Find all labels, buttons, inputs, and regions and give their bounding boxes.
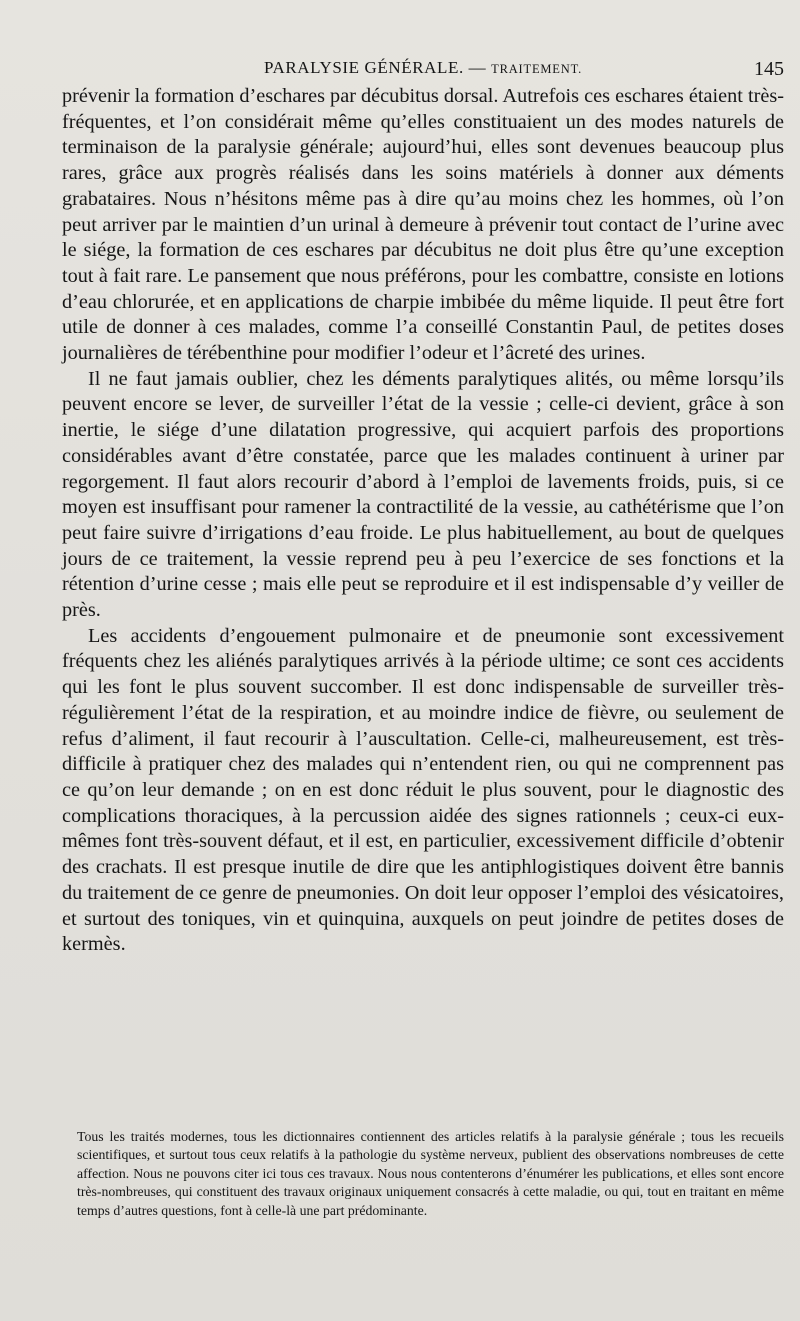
page-number: 145 [754, 58, 784, 80]
running-section: TRAITEMENT. [491, 62, 582, 76]
main-text [62, 84, 784, 958]
running-title [62, 58, 784, 78]
paragraph-pneumonie: Les accidents d’engouement pulmonaire et de pneumonie sont excessivement fréquents chez les aliénés paralytiques arrivés à la période ultime; ce sont ces accidents qui les font le plus souvent succomber. Il est donc indispensable de surveiller très-régulièrement l’état de la respiration, et au moindre indice de fièvre, ou seulement de refus d’aliment, il faut recourir à l’auscultation. Celle-ci, malheureusement, est très-difficile à pratiquer chez des malades qui n’entendent rien, ou qui ne comprennent pas ce qu’on leur demande ; on en est donc réduit le plus souvent, pour le diagnostic des complications thoraciques, à la percussion aidée des signes rationnels ; ceux-ci eux-mêmes font très-souvent défaut, et il est, en particulier, excessivement difficile d’obtenir des crachats. Il est presque inutile de dire que les antiphlogistiques doivent être bannis du traitement de ce genre de pneumonies. On doit leur opposer l’emploi des vésicatoires, et surtout des toniques, vin et quinquina, auxquels on peut joindre de petites doses de kermès. [62, 624, 784, 956]
running-head [62, 58, 784, 84]
running-title-text: PARALYSIE GÉNÉRALE. — [263, 58, 487, 77]
footnote: Tous les traités modernes, tous les dictionnaires contiennent des articles relatifs à la paralysie générale ; tous les recueils scientifiques, et surtout tous ceux relatifs à la pathologie du système nerveux, publient des observations nombreuses de cette affection. Nous ne pouvons citer ici tous ces travaux. Nous nous contenterons d’énumérer les publications, et elles sont encore très-nombreuses, qui constituent des travaux originaux uniquement consacrés à cette maladie, ou qui, tout en traitant en même temps d’autres questions, font à celle-là une part prédominante. [77, 1129, 784, 1218]
paragraph-vessie: Il ne faut jamais oublier, chez les déments paralytiques alités, ou même lorsqu’ils peuvent encore se lever, de surveiller l’état de la vessie ; celle-ci devient, grâce à son inertie, le siége d’une dilatation progressive, qui acquiert parfois des proportions considérables avant d’être constatée, parce que les malades continuent à uriner par regorgement. Il faut alors recourir d’abord à l’emploi de lavements froids, puis, si ce moyen est insuffisant pour ramener la contractilité de la vessie, au cathétérisme que l’on peut faire suivre d’irrigations d’eau froide. Le plus habituellement, au bout de quelques jours de ce traitement, la vessie reprend peu à peu l’exercice de ses fonctions et la rétention d’urine cesse ; mais elle peut se reproduire et il est indispensable d’y veiller de près. [62, 367, 784, 622]
paragraph-eschares: prévenir la formation d’eschares par décubitus dorsal. Autrefois ces eschares étaient très-fréquentes, et l’on considérait même qu’elles constituaient un des modes naturels de terminaison de la paralysie générale; aujourd’hui, elles sont devenues beaucoup plus rares, grâce aux progrès réalisés dans les soins matériels à donner aux déments grabataires. Nous n’hésitons même pas à dire qu’au moins chez les hommes, où l’on peut arriver par le maintien d’un urinal à demeure à prévenir tout contact de l’urine avec le siége, la formation de ces eschares par décubitus ne doit plus être qu’une exception tout à fait rare. Le pansement que nous préférons, pour les combattre, consiste en lotions d’eau chlorurée, et en applications de charpie imbibée du même liquide. Il peut être fort utile de donner à ces malades, comme l’a conseillé Constantin Paul, de petites doses journalières de térébenthine pour modifier l’odeur et l’âcreté des urines. [62, 85, 784, 365]
